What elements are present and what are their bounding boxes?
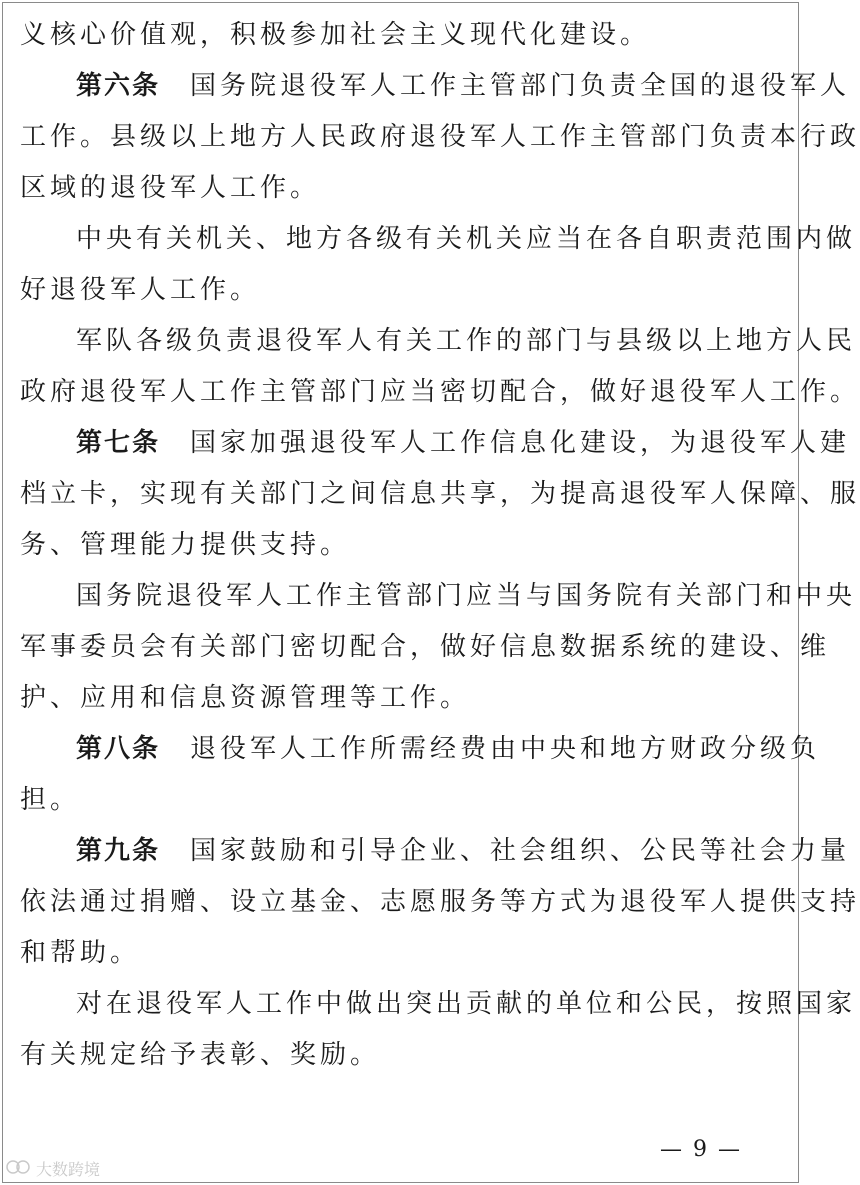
article-8 [20, 724, 821, 826]
text-line: 有关规定给予表彰、奖励。 [20, 1040, 381, 1070]
text-line: 好退役军人工作。 [20, 275, 261, 305]
watermark-logo-icon [6, 1159, 32, 1179]
text-line: 中央有关机关、地方各级有关机关应当在各自职责范围内做 [76, 224, 857, 254]
paragraph [20, 214, 857, 316]
text-line-body: 国家加强退役军人工作信息化建设，为退役军人建 [190, 428, 851, 458]
article-title: 第六条 [76, 71, 161, 101]
article-7 [20, 418, 860, 571]
article-9 [20, 826, 860, 979]
text-line: 和帮助。 [20, 938, 141, 968]
text-line: 军事委员会有关部门密切配合，做好信息数据系统的建设、维 [20, 632, 831, 662]
text-line [20, 418, 851, 469]
text-line: 国务院退役军人工作主管部门应当与国务院有关部门和中央 [76, 581, 857, 611]
text-line: 区域的退役军人工作。 [20, 173, 321, 203]
paragraph [20, 571, 857, 724]
text-line: 义核心价值观，积极参加社会主义现代化建设。 [20, 20, 651, 50]
text-line: 军队各级负责退役军人有关工作的部门与县级以上地方人民 [76, 326, 857, 356]
paragraph [20, 979, 857, 1081]
text-line: 政府退役军人工作主管部门应当密切配合，做好退役军人工作。 [20, 377, 860, 407]
watermark [6, 1157, 100, 1180]
text-line [20, 826, 851, 877]
article-title: 第七条 [76, 428, 161, 458]
text-line [20, 61, 851, 112]
paragraph [20, 316, 860, 418]
text-line [20, 724, 821, 775]
text-line-body: 国家鼓励和引导企业、社会组织、公民等社会力量 [190, 836, 851, 866]
article-6 [20, 61, 860, 214]
text-line: 担。 [20, 785, 81, 815]
text-line-body: 退役军人工作所需经费由中央和地方财政分级负 [190, 734, 821, 764]
text-line: 护、应用和信息资源管理等工作。 [20, 683, 471, 713]
paragraph-continuation [20, 10, 780, 61]
article-title: 第八条 [76, 734, 161, 764]
text-line: 工作。县级以上地方人民政府退役军人工作主管部门负责本行政 [20, 122, 860, 152]
article-title: 第九条 [76, 836, 161, 866]
page-number: — 9 — [660, 1137, 742, 1162]
watermark-logo-svg [6, 1159, 32, 1175]
text-line: 依法通过捐赠、设立基金、志愿服务等方式为退役军人提供支持 [20, 887, 860, 917]
text-line-body: 国务院退役军人工作主管部门负责全国的退役军人 [190, 71, 851, 101]
text-line: 务、管理能力提供支持。 [20, 530, 351, 560]
document-body [20, 10, 860, 1081]
text-line: 档立卡，实现有关部门之间信息共享，为提高退役军人保障、服 [20, 479, 860, 509]
watermark-text: 大数跨境 [36, 1160, 101, 1179]
text-line: 对在退役军人工作中做出突出贡献的单位和公民，按照国家 [76, 989, 857, 1019]
